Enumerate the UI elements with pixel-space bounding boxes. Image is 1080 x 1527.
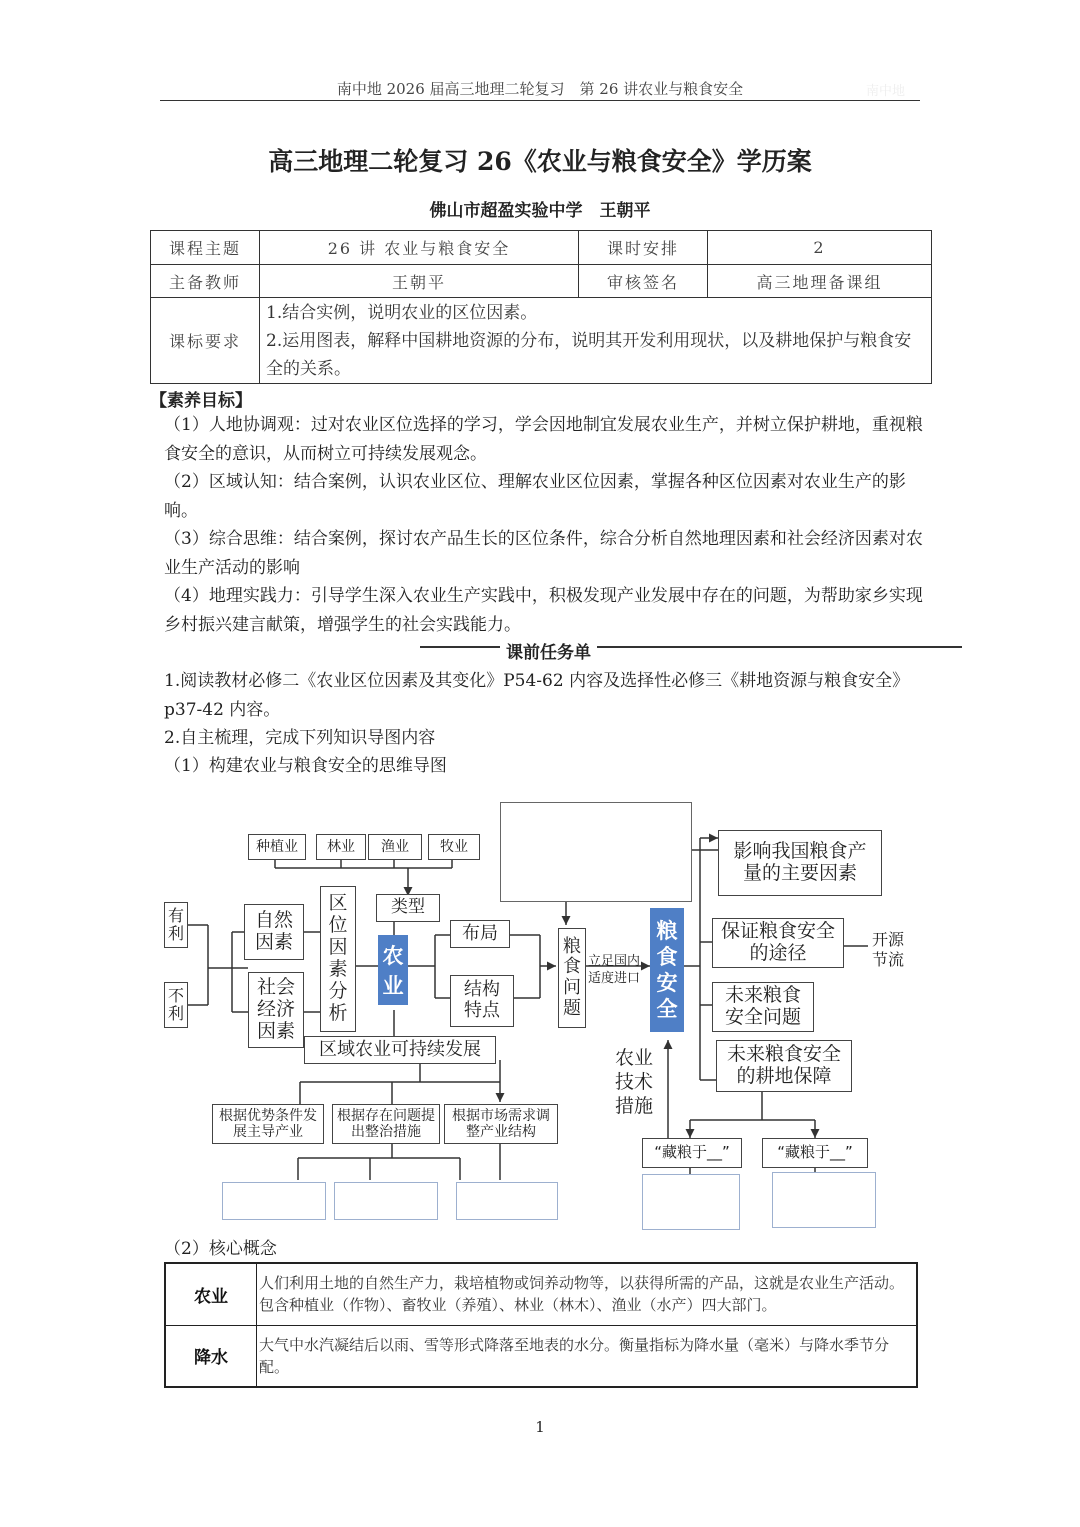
blank-box-5[interactable] xyxy=(772,1172,876,1228)
concepts-heading: （2）核心概念 xyxy=(164,1239,277,1259)
concept-term: 降水 xyxy=(165,1325,257,1387)
concept-definition: 人们利用土地的自然生产力，栽培植物或饲养动物等，以获得所需的产品，这就是农业生产活动。包含种植业（作物）、畜牧业（养殖）、林业（林木）、渔业（水产）四大部门。 xyxy=(257,1263,918,1325)
concept-definition: 大气中水汽凝结后以雨、雪等形式降落至地表的水分。衡量指标为降水量（毫米）与降水季节分配。 xyxy=(257,1325,918,1387)
security-path-box: 保证粮食安全的途径 xyxy=(712,918,844,968)
agriculture-core-box: 农业 xyxy=(378,935,408,1005)
blank-box-4[interactable] xyxy=(642,1174,740,1230)
sustainable-dev-box: 区域农业可持续发展 xyxy=(304,1036,496,1064)
blank-box-3[interactable] xyxy=(456,1182,558,1220)
farmland-guarantee-box: 未来粮食安全的耕地保障 xyxy=(716,1040,852,1092)
task-item-3: （1）构建农业与粮食安全的思维导图 xyxy=(164,756,447,776)
author-line: 佛山市超盈实验中学 王朝平 xyxy=(429,201,651,221)
value-course-topic: 26 讲 农业与粮食安全 xyxy=(260,231,579,265)
page-title: 高三地理二轮复习 26《农业与粮食安全》学历案 xyxy=(268,147,812,176)
type-label-box: 类型 xyxy=(376,894,440,922)
running-header: 南中地 2026 届高三地理二轮复习 第 26 讲农业与粮食安全 xyxy=(160,78,920,101)
task-heading: 课前任务单 xyxy=(500,638,597,663)
label-standards: 课标要求 xyxy=(151,298,260,384)
food-security-core-box: 粮食安全 xyxy=(650,908,684,1032)
label-teacher: 主备教师 xyxy=(151,265,260,298)
value-teacher: 王朝平 xyxy=(260,265,579,298)
goal-2: （2）区域认知：结合案例，认识农业区位、理解农业区位因素，掌握各种区位因素对农业生产的影响。 xyxy=(164,472,906,521)
label-reviewer: 审核签名 xyxy=(579,265,708,298)
yield-factor-box: 影响我国粮食产量的主要因素 xyxy=(718,830,882,896)
future-issue-box: 未来粮食安全问题 xyxy=(712,982,814,1032)
value-class-hours: 2 xyxy=(708,231,932,265)
blank-box-top[interactable] xyxy=(500,802,692,902)
type-box-livestock: 牧业 xyxy=(428,834,480,860)
goal-4: （4）地理实践力：引导学生深入农业生产实践中，积极发现产业发展中存在的问题，为帮助家乡实现乡村振兴建言献策，增强学生的社会实践能力。 xyxy=(164,586,923,635)
strategy-box-1: 根据优势条件发展主导产业 xyxy=(212,1104,324,1144)
structure-box: 结构特点 xyxy=(450,975,514,1027)
value-reviewer: 高三地理备课组 xyxy=(708,265,932,298)
concept-term: 农业 xyxy=(165,1263,257,1325)
standard-2: 2.运用图表，解释中国耕地资源的分布，说明其开发利用现状，以及耕地保护与粮食安全的关系。 xyxy=(266,330,912,379)
type-box-forestry: 林业 xyxy=(316,834,366,860)
task-item-1: 1.阅读教材必修二《农业区位因素及其变化》P54-62 内容及选择性必修三《耕地资源与粮食安全》p37-42 内容。 xyxy=(164,671,910,720)
blank-box-2[interactable] xyxy=(334,1182,438,1220)
header-watermark: 南中地 xyxy=(866,84,906,99)
concept-table xyxy=(164,1262,918,1388)
page-number: 1 xyxy=(535,1418,545,1436)
socioeconomic-factor-box: 社会经济因素 xyxy=(248,972,304,1048)
store-grain-box-1: “藏粮于__” xyxy=(642,1138,742,1168)
goal-3: （3）综合思维：结合案例，探讨农产品生长的区位条件，综合分析自然地理因素和社会经济因素对农业生产活动的影响 xyxy=(164,529,923,578)
favorable-box: 有利 xyxy=(164,902,188,948)
domestic-import-label: 立足国内适度进口 xyxy=(588,954,641,986)
type-box-crop: 种植业 xyxy=(248,834,306,860)
task-item-2: 2.自主梳理，完成下列知识导图内容 xyxy=(164,728,436,748)
strategy-box-3: 根据市场需求调整产业结构 xyxy=(444,1104,558,1144)
standard-1: 1.结合实例，说明农业的区位因素。 xyxy=(266,302,538,323)
type-box-fishery: 渔业 xyxy=(368,834,422,860)
unfavorable-box: 不利 xyxy=(164,982,188,1028)
store-grain-box-2: “藏粮于__” xyxy=(762,1138,868,1168)
open-source-label: 开源节流 xyxy=(872,930,905,969)
label-class-hours: 课时安排 xyxy=(579,231,708,265)
layout-box: 布局 xyxy=(450,920,510,948)
natural-factor-box: 自然因素 xyxy=(244,904,304,960)
goals-heading: 【素养目标】 xyxy=(150,391,252,411)
food-problem-box: 粮食问题 xyxy=(558,928,586,1028)
location-factor-box: 区位因素分析 xyxy=(320,886,356,1032)
tech-measure-label: 农业技术措施 xyxy=(614,1047,653,1117)
strategy-box-2: 根据存在问题提出整治措施 xyxy=(332,1104,440,1144)
label-course-topic: 课程主题 xyxy=(151,231,260,265)
blank-box-1[interactable] xyxy=(222,1182,326,1220)
goal-1: （1）人地协调观：过对农业区位选择的学习，学会因地制宜发展农业生产，并树立保护耕地，重视粮食安全的意识，从而树立可持续发展观念。 xyxy=(164,415,923,464)
